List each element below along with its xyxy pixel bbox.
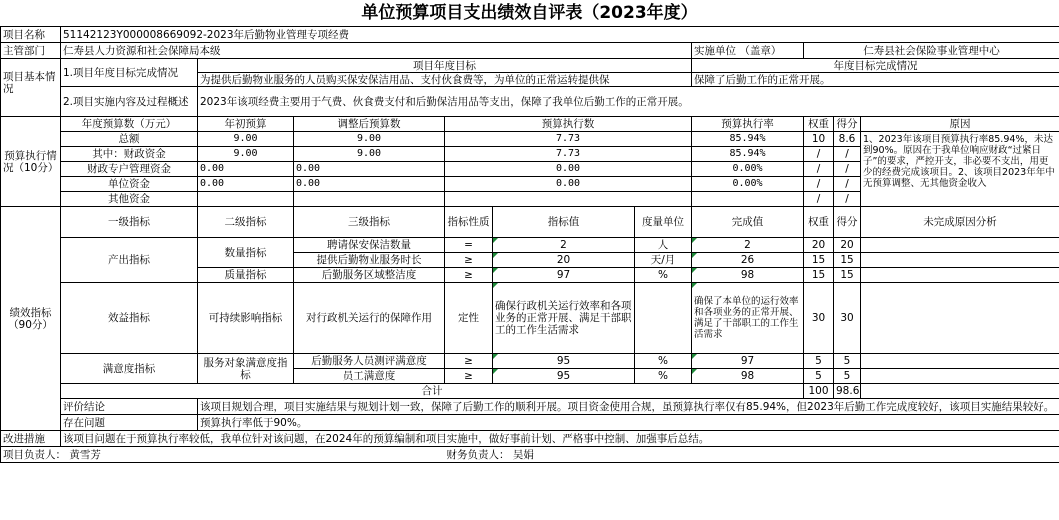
- perf-actual: 26: [692, 253, 804, 268]
- perf-l3: 员工满意度: [294, 369, 445, 384]
- basic-info-label: 项目基本情况: [1, 59, 61, 117]
- budget-header-initial: 年初预算: [198, 117, 294, 132]
- perf-unit: %: [635, 268, 692, 283]
- perf-l2-quality: 质量指标: [198, 268, 294, 283]
- perf-weight: 30: [804, 283, 834, 354]
- basic-overview-row: [1, 87, 1059, 117]
- problems-label: 存在问题: [61, 415, 198, 431]
- budget-row-score: 8.6: [834, 132, 861, 147]
- budget-row-initial: 9.00: [198, 132, 294, 147]
- budget-row-weight: /: [804, 192, 834, 207]
- budget-row-weight: /: [804, 162, 834, 177]
- budget-row-adjusted: 0.00: [294, 177, 445, 192]
- perf-nature: ≥: [445, 253, 493, 268]
- perf-target: 2: [493, 238, 635, 253]
- perf-score: 15: [834, 253, 861, 268]
- project-leader: 项目负责人： 黄雪芳: [1, 447, 445, 463]
- page-title: 单位预算项目支出绩效自评表（2023年度）: [361, 3, 698, 23]
- budget-header-reason: 原因: [861, 117, 1059, 132]
- perf-row-service-satisfaction: [1, 354, 1059, 369]
- budget-row-name: 单位资金: [61, 177, 198, 192]
- perf-analysis: [861, 253, 1059, 268]
- footer-row: [1, 447, 1059, 463]
- budget-header-row: [1, 117, 1059, 132]
- basic-header-row: [1, 59, 1059, 73]
- budget-row-executed: 0.00: [445, 162, 692, 177]
- perf-weight: 20: [804, 238, 834, 253]
- perf-header-weight: 权重: [804, 207, 834, 238]
- budget-row-score: /: [834, 162, 861, 177]
- conclusion-text: 该项目规划合理，项目实施结果与规划计划一致，保障了后勤工作的顺利开展。项目资金使用合规，虽预算执行率仅有85.94%，但2023年后勤工作完成度较好，该项目实施结果较好。: [198, 399, 1059, 415]
- perf-score: 20: [834, 238, 861, 253]
- total-analysis: [861, 384, 1059, 399]
- department-row: [1, 43, 1059, 59]
- measures-row: [1, 431, 1059, 447]
- implementing-unit-value: 仁寿县社会保险事业管理中心: [804, 43, 1059, 59]
- finance-leader: 财务负责人： 吴娟: [445, 447, 1059, 463]
- perf-header-l2: 二级指标: [198, 207, 294, 238]
- perf-unit: [635, 283, 692, 354]
- problems-text: 预算执行率低于90%。: [198, 415, 1059, 431]
- project-name-row: [1, 27, 1059, 43]
- perf-section-label: 绩效指标（90分）: [1, 207, 61, 431]
- department-value: 仁寿县人力资源和社会保障局本级: [61, 43, 692, 59]
- budget-row-score: /: [834, 192, 861, 207]
- budget-header-adjusted: 调整后预算数: [294, 117, 445, 132]
- budget-row-adjusted: [294, 192, 445, 207]
- perf-header-unit: 度量单位: [635, 207, 692, 238]
- perf-total-row: [1, 384, 1059, 399]
- budget-row-weight: 10: [804, 132, 834, 147]
- budget-header-rate: 预算执行率: [692, 117, 804, 132]
- perf-score: 15: [834, 268, 861, 283]
- budget-row-name: 其中：财政资金: [61, 147, 198, 162]
- budget-reason-text: 1、2023年该项目预算执行率85.94%，未达到90%。原因在于我单位响应财政“过紧日子”的要求，严控开支，非必要不支出，用更少的经费完成该项目。2、该项目2023年年中无预算调整、无其他资金收入: [861, 132, 1059, 207]
- perf-nature: ≥: [445, 369, 493, 384]
- annual-goal-text: 为提供后勤物业服务的人员购买保安保洁用品、支付伙食费等，为单位的正常运转提供保: [198, 73, 692, 87]
- perf-weight: 15: [804, 253, 834, 268]
- budget-row-weight: /: [804, 147, 834, 162]
- perf-target: 95: [493, 369, 635, 384]
- budget-row-adjusted: 9.00: [294, 132, 445, 147]
- budget-header-score: 得分: [834, 117, 861, 132]
- perf-header-l3: 三级指标: [294, 207, 445, 238]
- perf-row-admin-support: [1, 283, 1059, 354]
- perf-header-actual: 完成值: [692, 207, 804, 238]
- goal-done-text: 保障了后勤工作的正常开展。: [692, 73, 1059, 87]
- perf-header-row: [1, 207, 1059, 238]
- evaluation-table: [0, 26, 1059, 463]
- budget-row-weight: /: [804, 177, 834, 192]
- perf-actual: 2: [692, 238, 804, 253]
- budget-row-score: /: [834, 177, 861, 192]
- perf-actual: 98: [692, 268, 804, 283]
- perf-weight: 15: [804, 268, 834, 283]
- total-label: 合计: [61, 384, 804, 399]
- goal-completion-label: 1.项目年度目标完成情况: [61, 59, 198, 87]
- perf-header-nature: 指标性质: [445, 207, 493, 238]
- perf-l3: 提供后勤物业服务时长: [294, 253, 445, 268]
- perf-score: 5: [834, 369, 861, 384]
- perf-weight: 5: [804, 354, 834, 369]
- budget-row-executed: [445, 192, 692, 207]
- perf-l2-quantity: 数量指标: [198, 238, 294, 268]
- total-weight: 100: [804, 384, 834, 399]
- perf-header-analysis: 未完成原因分析: [861, 207, 1059, 238]
- perf-l1-effect: 效益指标: [61, 283, 198, 354]
- perf-actual: 97: [692, 354, 804, 369]
- perf-l1-output: 产出指标: [61, 238, 198, 283]
- perf-l3: 后勤服务人员测评满意度: [294, 354, 445, 369]
- overview-label: 2.项目实施内容及过程概述: [61, 87, 198, 117]
- department-label: 主管部门: [1, 43, 61, 59]
- budget-row-initial: 9.00: [198, 147, 294, 162]
- budget-row-name: 财政专户管理资金: [61, 162, 198, 177]
- budget-header-annual: 年度预算数（万元）: [61, 117, 198, 132]
- perf-actual: 确保了本单位的运行效率和各项业务的正常开展、满足了干部职工的工作生活需求: [692, 283, 804, 354]
- implementing-unit-label: 实施单位 （盖章）: [692, 43, 804, 59]
- perf-l2-sustain: 可持续影响指标: [198, 283, 294, 354]
- perf-l3: 对行政机关运行的保障作用: [294, 283, 445, 354]
- perf-analysis: [861, 268, 1059, 283]
- perf-header-l1: 一级指标: [61, 207, 198, 238]
- budget-row-initial: [198, 192, 294, 207]
- measures-label: 改进措施: [1, 431, 61, 447]
- perf-unit: 人: [635, 238, 692, 253]
- perf-header-target: 指标值: [493, 207, 635, 238]
- perf-target: 95: [493, 354, 635, 369]
- total-score: 98.6: [834, 384, 861, 399]
- budget-header-weight: 权重: [804, 117, 834, 132]
- budget-row-rate: 85.94%: [692, 132, 804, 147]
- conclusion-row: [1, 399, 1059, 415]
- project-name-value: 51142123Y000008669092-2023年后勤物业管理专项经费: [61, 27, 1059, 43]
- budget-row-adjusted: 0.00: [294, 162, 445, 177]
- perf-target: 97: [493, 268, 635, 283]
- overview-text: 2023年该项经费主要用于气费、伙食费支付和后勤保洁用品等支出，保障了我单位后勤工作的正常开展。: [198, 87, 1059, 117]
- budget-row-initial: 0.00: [198, 177, 294, 192]
- budget-row-score: /: [834, 147, 861, 162]
- perf-l3: 后勤服务区域整洁度: [294, 268, 445, 283]
- budget-row-rate: 0.00%: [692, 177, 804, 192]
- budget-row-initial: 0.00: [198, 162, 294, 177]
- perf-target: 20: [493, 253, 635, 268]
- budget-row-adjusted: 9.00: [294, 147, 445, 162]
- budget-row-executed: 7.73: [445, 132, 692, 147]
- perf-l2-service: 服务对象满意度指标: [198, 354, 294, 384]
- budget-row-rate: [692, 192, 804, 207]
- problems-row: [1, 415, 1059, 431]
- budget-row-total: [1, 132, 1059, 147]
- perf-weight: 5: [804, 369, 834, 384]
- perf-score: 5: [834, 354, 861, 369]
- perf-analysis: [861, 238, 1059, 253]
- perf-unit: 天/月: [635, 253, 692, 268]
- perf-row-staff-count: [1, 238, 1059, 253]
- perf-nature: ≥: [445, 268, 493, 283]
- perf-nature: =: [445, 238, 493, 253]
- conclusion-label: 评价结论: [61, 399, 198, 415]
- perf-unit: %: [635, 369, 692, 384]
- perf-nature: 定性: [445, 283, 493, 354]
- perf-actual: 98: [692, 369, 804, 384]
- budget-row-rate: 85.94%: [692, 147, 804, 162]
- perf-score: 30: [834, 283, 861, 354]
- annual-goal-header: 项目年度目标: [198, 59, 692, 73]
- perf-analysis: [861, 354, 1059, 369]
- perf-header-score: 得分: [834, 207, 861, 238]
- perf-l3: 聘请保安保洁数量: [294, 238, 445, 253]
- budget-row-executed: 0.00: [445, 177, 692, 192]
- perf-nature: ≥: [445, 354, 493, 369]
- perf-target: 确保行政机关运行效率和各项业务的正常开展、满足干部职工的工作生活需求: [493, 283, 635, 354]
- budget-header-executed: 预算执行数: [445, 117, 692, 132]
- perf-unit: %: [635, 354, 692, 369]
- perf-analysis: [861, 369, 1059, 384]
- perf-l1-satisfaction: 满意度指标: [61, 354, 198, 384]
- project-name-label: 项目名称: [1, 27, 61, 43]
- budget-row-name: 其他资金: [61, 192, 198, 207]
- goal-done-header: 年度目标完成情况: [692, 59, 1059, 73]
- perf-analysis: [861, 283, 1059, 354]
- budget-row-rate: 0.00%: [692, 162, 804, 177]
- budget-row-name: 总额: [61, 132, 198, 147]
- budget-section-label: 预算执行情况（10分）: [1, 117, 61, 207]
- budget-row-executed: 7.73: [445, 147, 692, 162]
- measures-text: 该项目问题在于预算执行率较低，我单位针对该问题，在2024年的预算编制和项目实施中，做好事前计划、严格事中控制、加强事后总结。: [61, 431, 1059, 447]
